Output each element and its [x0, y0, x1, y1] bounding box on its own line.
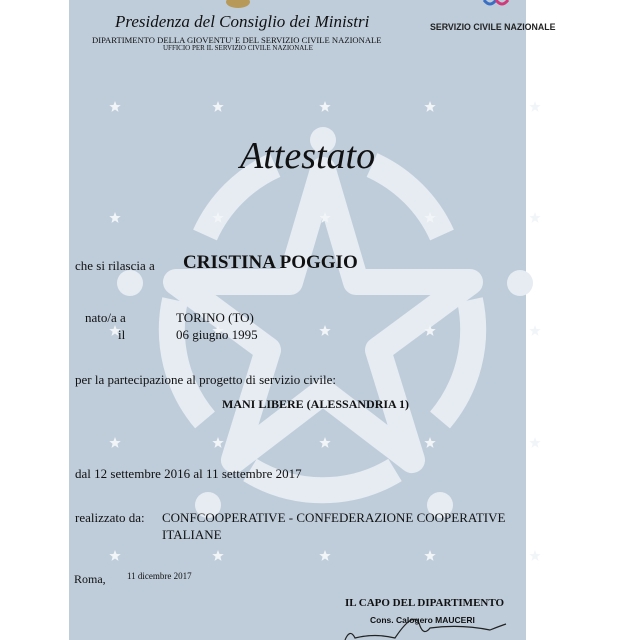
- small-star-icon: [212, 101, 223, 112]
- small-star-icon: [529, 437, 540, 448]
- small-star-icon: [109, 550, 120, 561]
- recipient-label: che si rilascia a: [75, 258, 155, 273]
- birthdate: 06 giugno 1995: [176, 327, 258, 342]
- small-star-icon: [212, 437, 223, 448]
- small-star-icon: [319, 437, 330, 448]
- small-star-icon: [212, 550, 223, 561]
- service-period: dal 12 settembre 2016 al 11 settembre 2017: [75, 466, 302, 481]
- organizer-line2: ITALIANE: [162, 527, 222, 542]
- small-star-icon: [529, 325, 540, 336]
- small-star-icon: [424, 550, 435, 561]
- small-star-icon: [529, 101, 540, 112]
- project-label: per la partecipazione al progetto di servizio civile:: [75, 372, 336, 387]
- small-star-icon: [109, 101, 120, 112]
- small-star-icon: [424, 437, 435, 448]
- service-logo-icon: [484, 0, 508, 4]
- organizer-line1: CONFCOOPERATIVE - CONFEDERAZIONE COOPERATIVE: [162, 510, 506, 525]
- small-star-icon: [109, 437, 120, 448]
- signatory-name: Cons. Calogero MAUCERI: [370, 615, 475, 625]
- birthplace: TORINO (TO): [176, 310, 254, 325]
- republic-emblem-icon: [226, 0, 250, 8]
- certificate-title: Attestato: [240, 135, 376, 177]
- small-star-icon: [319, 101, 330, 112]
- birthdate-label: il: [118, 327, 126, 342]
- office-name: UFFICIO PER IL SERVIZIO CIVILE NAZIONALE: [163, 44, 313, 52]
- small-star-icon: [319, 550, 330, 561]
- department-name: DIPARTIMENTO DELLA GIOVENTU' E DEL SERVIZIO CIVILE NAZIONALE: [92, 35, 382, 45]
- project-name: MANI LIBERE (ALESSANDRIA 1): [222, 397, 410, 411]
- signatory-title: IL CAPO DEL DIPARTIMENTO: [345, 597, 505, 609]
- organizer-label: realizzato da:: [75, 510, 145, 525]
- birthplace-label: nato/a a: [85, 310, 126, 325]
- issue-place: Roma,: [74, 572, 106, 586]
- small-star-icon: [424, 101, 435, 112]
- recipient-name: CRISTINA POGGIO: [183, 252, 358, 273]
- small-star-icon: [529, 550, 540, 561]
- small-star-icon: [109, 212, 120, 223]
- small-star-icon: [319, 325, 330, 336]
- service-logo-text: SERVIZIO CIVILE NAZIONALE: [430, 22, 556, 32]
- issue-date: 11 dicembre 2017: [127, 571, 192, 581]
- ministry-name: Presidenza del Consiglio dei Ministri: [115, 12, 370, 31]
- small-star-icon: [529, 212, 540, 223]
